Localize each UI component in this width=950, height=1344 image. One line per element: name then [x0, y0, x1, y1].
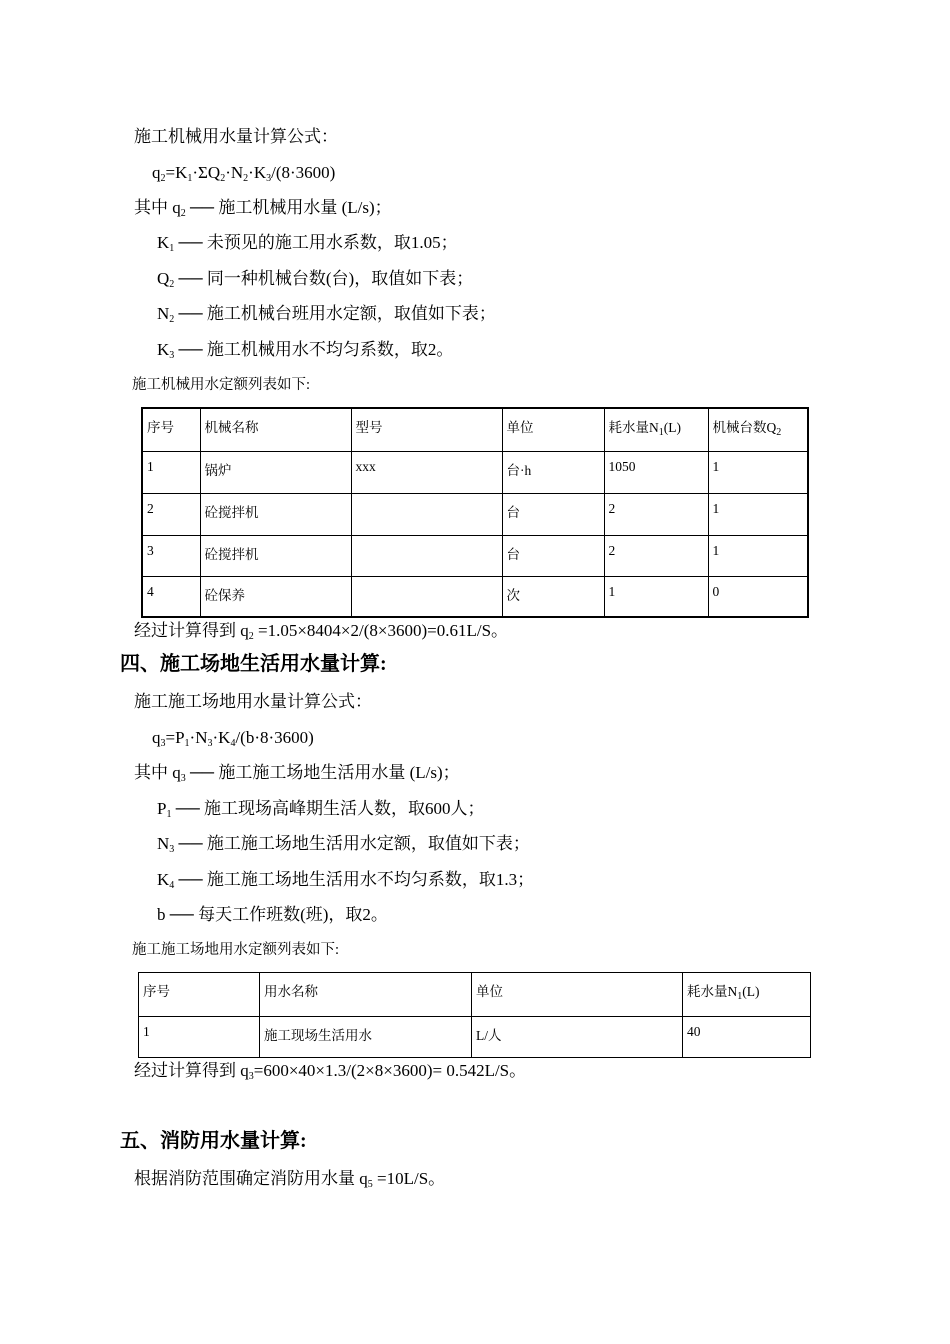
formula-title-machinery: 施工机械用水量计算公式：: [134, 127, 338, 146]
fire-water-text: 根据消防范围确定消防用水量 $q_5 =10L/S$。: [134, 1169, 446, 1190]
formula-title-site: 施工施工场地用水量计算公式：: [134, 692, 372, 711]
table-cell: 1: [142, 451, 200, 493]
def-n2: $N_2$ ── 施工机械台班用水定额，取值如下表；: [157, 304, 496, 325]
table-cell: 40: [683, 1017, 811, 1058]
table-cell: 台: [502, 535, 604, 576]
def-k1: $K_1$ ── 未预见的施工用水系数，取1.05；: [157, 233, 458, 254]
header-cell: 用水名称: [260, 973, 472, 1017]
table-cell: 2: [604, 535, 708, 576]
table-cell: 次: [502, 576, 604, 617]
where-q3: 其中 $q_3$ ── 施工施工场地生活用水量 (L/s)；: [134, 763, 460, 784]
table-cell: [351, 576, 502, 617]
table-cell: L/人: [472, 1017, 683, 1058]
table-row: [139, 1017, 811, 1058]
table-cell: 2: [604, 493, 708, 535]
table-caption-machinery: 施工机械用水定额列表如下:: [132, 377, 311, 393]
header-cell: 序号: [142, 408, 200, 451]
formula-machinery: $q_2=K_1\cdot\Sigma Q_2\cdot N_2\cdot K_3/(8\cdot 3600)$: [152, 163, 336, 184]
table-cell: 台·h: [502, 451, 604, 493]
table-row: [142, 576, 808, 617]
table-cell: [351, 535, 502, 576]
def-p1: $P_1$ ── 施工现场高峰期生活人数，取600人；: [157, 799, 485, 820]
table-cell: [351, 493, 502, 535]
formula-site: $q_3=P_1\cdot N_3\cdot K_4/(b\cdot 8\cdot 3600)$: [152, 728, 314, 749]
header-cell: 机械台数$Q_2$: [708, 408, 808, 451]
table-caption-site: 施工施工场地用水定额列表如下:: [132, 942, 340, 958]
site-water-table: [138, 972, 811, 1058]
result-q3: 经过计算得到 $q_3=600\times 40\times 1.3/(2\times 8\times 3600)= 0.542L/S$。: [134, 1061, 527, 1082]
header-cell: 单位: [502, 408, 604, 451]
table-row: [142, 493, 808, 535]
def-k4: $K_4$ ── 施工施工场地生活用水不均匀系数，取1.3；: [157, 870, 535, 891]
section-heading-5: 五、消防用水量计算:: [120, 1130, 307, 1152]
table-cell: 锅炉: [200, 451, 351, 493]
table-row: [142, 451, 808, 493]
machinery-water-table: [141, 407, 809, 618]
table-cell: 砼保养: [200, 576, 351, 617]
header-cell: 耗水量$N_1(L)$: [604, 408, 708, 451]
def-k3: $K_3$ ── 施工机械用水不均匀系数，取2。: [157, 340, 454, 361]
table-cell: 1: [708, 535, 808, 576]
table-cell: 3: [142, 535, 200, 576]
header-cell: 耗水量$N_1(L)$: [683, 973, 811, 1017]
table-cell: 2: [142, 493, 200, 535]
result-q2: 经过计算得到 $q_2 =1.05\times 8404\times 2/(8\times 3600)=0.61L/S$。: [134, 621, 509, 642]
header-cell: 型号: [351, 408, 502, 451]
header-cell: 机械名称: [200, 408, 351, 451]
header-cell: 单位: [472, 973, 683, 1017]
table-header-row: [139, 973, 811, 1017]
table-cell: 1: [604, 576, 708, 617]
header-cell: 序号: [139, 973, 260, 1017]
table-cell: 4: [142, 576, 200, 617]
def-b: b ── 每天工作班数(班)，取2。: [157, 905, 388, 924]
def-q2: $Q_2$ ── 同一种机械台数(台)，取值如下表；: [157, 269, 474, 290]
section-heading-4: 四、施工场地生活用水量计算:: [120, 653, 387, 675]
table-cell: 1: [139, 1017, 260, 1058]
table-cell: 施工现场生活用水: [260, 1017, 472, 1058]
table-cell: 砼搅拌机: [200, 535, 351, 576]
table-cell: 1050: [604, 451, 708, 493]
table-cell: 砼搅拌机: [200, 493, 351, 535]
table-header-row: [142, 408, 808, 451]
table-cell: xxx: [351, 451, 502, 493]
table-cell: 0: [708, 576, 808, 617]
table-cell: 1: [708, 493, 808, 535]
table-cell: 1: [708, 451, 808, 493]
where-q2: 其中 $q_2$ ── 施工机械用水量 (L/s)；: [134, 198, 392, 219]
def-n3: $N_3$ ── 施工施工场地生活用水定额，取值如下表；: [157, 834, 530, 855]
table-row: [142, 535, 808, 576]
table-cell: 台: [502, 493, 604, 535]
